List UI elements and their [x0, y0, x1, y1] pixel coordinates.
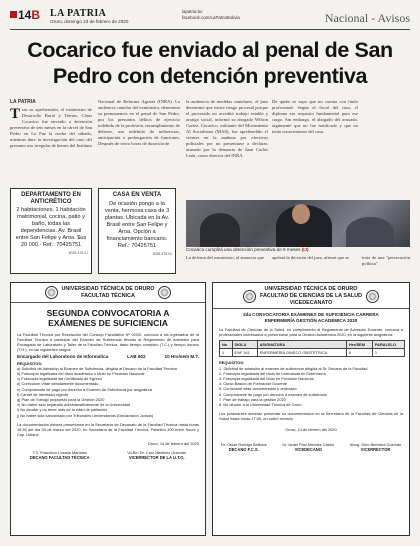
signer-role: VICERRECTOR — [360, 447, 391, 453]
requirement-item: 8. No deudor a la Universidad Técnica de Oruro — [219, 402, 302, 408]
org-name: UNIVERSIDAD TÉCNICA DE ORURO — [264, 286, 358, 292]
cargo-hours: 10 Hrs/sem M.T. — [164, 353, 199, 359]
header-date: Oruro, domingo 23 de febrero de 2020 — [50, 19, 129, 24]
signatures — [11, 450, 205, 460]
university-seal-icon — [45, 286, 58, 299]
requirements-list — [213, 360, 409, 407]
caption-text: Cocarico cumplirá una detención preventiva de 6 meses — [186, 247, 301, 252]
signer-name: T.S. Francisco Lozada Martínez — [32, 449, 88, 455]
dept-name: VICEDECANATO — [289, 299, 333, 306]
caption-credit: (IJ) — [301, 247, 309, 252]
faculty-name: FACULTAD DE CIENCIAS DE LA SALUD — [259, 292, 363, 299]
requirement-item: 2. Fotocopia legalizada del título de Licenciada en Enfermería — [219, 370, 326, 376]
ad-text: De ocasión pongo a la venta, hermosa casa de 3 plantas. Ubicada en la Av. Brasil entre San Felipe y Aroa. Opción a financiamiento bancario. Ref.: 70425751 — [104, 200, 170, 249]
cargo-name: Encargado del Laboratorio de Informática — [17, 353, 109, 359]
page-number-digits: 14 — [18, 8, 32, 22]
notice-org — [62, 286, 155, 300]
page-header — [10, 6, 410, 30]
article-column-7: trata de una "persecución política". — [362, 255, 410, 267]
signer-name: Dr. Oscar Rodrigo Bellidos — [220, 442, 267, 448]
notice-title: 2da CONVOCATORIA EXÁMENES DE SUFICIENCIA CARRERA ENFERMERÍA GESTIÓN ACADÉMICA 2020 — [243, 312, 379, 324]
requirement-item: g) Plan de Trabajo propuesto para la Gestión 2020 — [17, 397, 105, 403]
photo-face — [292, 204, 310, 224]
article-column-4: De quién se supo que no cuenta con título profesional. Según el fiscal del caso, el diploma era requisito fundamental para ese cargo. Sin embargo, el abogado del acusado, argumentó que no fue notificado y que no tenía conocimiento del caso. — [272, 99, 358, 135]
faculty-name: FACULTAD TÉCNICA — [81, 292, 135, 299]
page-number — [10, 8, 40, 22]
table-row — [220, 349, 405, 357]
byline: LA PATRIA — [10, 99, 36, 105]
table-header: PARALELO — [372, 341, 404, 349]
signer-name: Abog. Gino Bertrand Guzmán — [349, 442, 402, 448]
requirements-list — [11, 361, 205, 418]
requirement-item: i) No deudor y no tener más de la edad de jubilación — [17, 407, 108, 413]
ad-code: 8028-478-02 — [152, 251, 172, 256]
classified-ad-house — [98, 188, 176, 274]
facebook-link[interactable]: facebook.com/LaPatriaBolivia — [182, 15, 240, 20]
headline: Cocarico fue enviado al penal de San Pedro con detención preventiva — [27, 38, 393, 88]
signer-role: VICEDECANO — [294, 447, 322, 453]
article-column-2: Nacional de Reforma Agraria (INRA). La audiencia cautelar del exministro, determinó su permanencia en el penal de San Pedro, por los presuntos delitos de ejercicio indebido de la profesión, incumplimiento de deberes, uso indebido de influencias, anticipación o prolongación de funciones. Después de cinco horas de duración de — [98, 99, 180, 147]
notice-place-date: Oruro, 14 de febrero del 2020 — [147, 440, 199, 446]
table-header: ASIGNATURA — [257, 341, 346, 349]
article-column-1 — [10, 107, 92, 179]
requirement-item: f) Carnet de Identidad vigente — [17, 391, 69, 397]
notice-intro: La Facultad Técnica por Resolución del Consejo Facultativo Nº 02/20, convoca a los egresados de la Facultad Técnica a participar del Examen de Suficiencia llevado al Reglamento de Admisión para Encargado de Laboratorio y Taller de la Facultad Técnica, tanto tiempo completo (T.C.) y tiempo horario (T.H.), en las siguientes cargos: — [17, 331, 199, 352]
notice-header — [213, 283, 409, 309]
masthead: LA PATRIA — [50, 8, 107, 19]
signer-role: DECANO F.C.S. — [228, 447, 259, 453]
news-photo — [186, 200, 410, 247]
requirement-item: d) Curriculum Vitae debidamente documentado — [17, 381, 99, 387]
table-cell: 1 — [220, 349, 233, 357]
requirements-label: REQUISITOS: — [219, 360, 245, 366]
signature-block — [221, 442, 267, 452]
notice-org — [260, 286, 362, 306]
article-column-5: La defensa del exministro, al anunciar que — [186, 255, 264, 260]
table-cell: 6 — [347, 349, 373, 357]
requirement-item: 6. Comprobante de pago por derecho a examen de suficiencia — [219, 391, 327, 397]
table-cell: ENFERMERÍA GINECO OBSTÉTRICA — [257, 349, 346, 357]
requirement-item: 7. Plan de trabajo para la gestión 2020 — [219, 396, 286, 402]
faculty-seal-icon — [158, 286, 171, 299]
table-cell: ENF 341 — [232, 349, 257, 357]
article-column-3: la audiencia de medidas cautelares, el juez determinó que existe riesgo procesal porque el procesado no acreditó trabajo estable y arraigo social, informó su abogado Wilson Cortez. Cocarico, militante del Movimiento Al Socialismo (MAS), fue aprehendido el viernes en la mañana por efectivos policiales por no presentarse a declarar, acusado por la denuncia de Juan Carlos León, como director del INRA. — [186, 99, 268, 159]
signature-block — [282, 442, 334, 452]
requirement-item: c) Fotocopia legalizada del Certificado de Egreso — [17, 376, 102, 382]
subjects-table — [219, 340, 405, 357]
notice-place-date: Oruro, 14 de febrero del 2020 — [285, 427, 337, 433]
notice-closing: La documentación deberá presentarse en la Secretaría de Decanato de la Facultad Técnica hasta horas 16:30 del día 04 de marzo del 2020, en Secretaría de la Facultad Técnica, Pabellón 300 entre Sucre y Cap. Ustariz. — [17, 421, 199, 437]
requirement-item: a) Solicitud de Admisión al Examen de Suficiencia, dirigida al Decano de la Facultad Técnica — [17, 365, 177, 371]
cargo-lab: LAB 602 — [127, 353, 146, 359]
table-header: No — [220, 341, 233, 349]
requirement-item: h) No haber sido separado administrativamente de la Universidad — [17, 402, 131, 408]
social-links — [182, 9, 240, 21]
column-1-text: ras su aprehensión, el exministro de Desarrollo Rural y Tierras, César Cocarico fue enviado a detención preventiva de seis meses en la cárcel de San Pedro en La Paz la noche del sábado, mientras dure la investigación del caso del presunto uso irregular de bienes del Instituto — [10, 107, 92, 149]
photo-figure-left — [200, 213, 240, 247]
ad-title: DEPARTAMENTO EN ANTICRÉTICO — [21, 192, 81, 205]
ad-title: CASA EN VENTA — [112, 192, 162, 198]
requirement-item: 1. Solicitud de admisión al examen de suficiencia dirigida al Sr. Decano de la Facultad — [219, 365, 368, 371]
university-seal-icon — [243, 290, 256, 303]
signer-name: Vo.Bo. Dr. Cruz Martínez Guzmán — [127, 449, 187, 455]
org-name: UNIVERSIDAD TÉCNICA DE ORURO — [61, 286, 155, 292]
signature-block — [350, 442, 401, 452]
signature-block — [30, 450, 90, 460]
notice-title: SEGUNDA CONVOCATORIA A EXÁMENES DE SUFICIENCIA — [46, 307, 170, 328]
red-square-icon — [10, 11, 17, 18]
section-name: Nacional - Avisos — [324, 11, 410, 25]
requirement-item: j) No haber sido sancionado por Tribunales Universitarios (Declaración Jurada) — [17, 412, 154, 418]
signature-block — [127, 450, 186, 460]
table-header: SIGLA — [232, 341, 257, 349]
requirement-item: e) Comprobante de pago por derecho a Examen de Suficiencia por asignatura — [17, 386, 152, 392]
drop-cap: T — [10, 107, 21, 122]
cargo-row — [11, 352, 205, 361]
table-header: Hrs/SEM — [347, 341, 373, 349]
notice-intro: La Facultad de Ciencias de la Salud, en cumplimiento al Reglamento de Admisión Docente, convoca a profesionales interesados a presentarse para la Gestión Académica 2020, en la siguiente asignatura: — [219, 327, 403, 338]
article-column-6: apelará la decisión del juez, afirmó que se — [272, 255, 350, 260]
signatures — [213, 442, 409, 452]
requirement-item: b) Fotocopia legalizada del título académico o título en Provisión Nacional — [17, 371, 145, 376]
requirement-item: 3. Fotocopia legalizada del título en Provisión Nacional — [219, 376, 314, 381]
requirement-item: 5. Curriculum vitae documentado y ordenado — [219, 386, 297, 392]
requirements-label: REQUISITOS: — [17, 360, 43, 366]
notice-facultad-tecnica — [10, 282, 206, 536]
faculty-seal-icon — [366, 290, 379, 303]
classified-ad-apartment — [10, 188, 92, 274]
notice-ciencias-salud — [212, 282, 410, 536]
signer-role: VICERRECTOR DE LA U.T.O. — [128, 454, 185, 460]
table-header-row — [220, 341, 405, 349]
ad-code: 8028-478-01 — [68, 251, 88, 255]
signer-role: DECANO FACULTAD TÉCNICA — [29, 454, 90, 460]
table-cell: 1 — [372, 349, 404, 357]
signer-name: Dr. Israel Paul Mendez Castro — [282, 442, 335, 448]
photo-figure-right — [346, 217, 394, 247]
photo-caption — [186, 247, 410, 252]
page-letter: B — [31, 8, 41, 22]
ad-text: 2 habitaciones, 1 habitación matrimonial, cocina, patio y baño, todas las dependencias. Av. Brasil entre San Felipe y Aroa. $us 20 000.- Ref.: 70425751 — [15, 207, 87, 248]
notice-header — [11, 283, 205, 303]
requirement-item: 4. Curso Básico de Formación Docente — [219, 381, 287, 387]
website-link[interactable]: lapatria.bo — [182, 9, 203, 14]
notice-closing: Los postulantes deberán presentar su documentación en la Secretaría de la Facultad de Ciencias de la Salud hasta horas 17:00, en sobre cerrado. — [219, 411, 403, 422]
